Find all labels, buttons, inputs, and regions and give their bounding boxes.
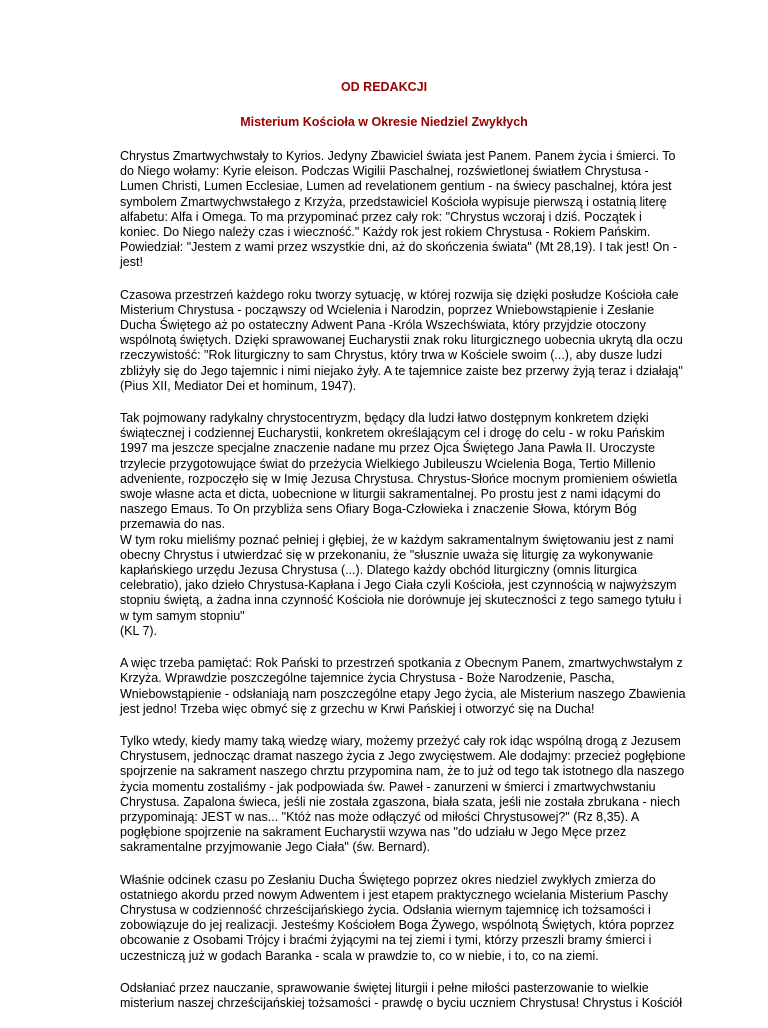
text-line: Właśnie odcinek czasu po Zesłaniu Ducha Świętego poprzez okres niedziel zwykłych zmierza do [120,872,656,887]
text-line: Powiedział: "Jestem z wami przez wszystkie dni, aż do skończenia świata" (Mt 28,19). I tak jest! On - [120,240,677,255]
text-line: misterium naszej chrześcijańskiej tożsamości - prawdę o byciu uczniem Chrystusa! Chrystus i Kościół [120,995,682,1010]
text-line: sakramentalne przyjmowanie Jego Ciała" (św. Bernard). [120,840,431,855]
text-line: Tak pojmowany radykalny chrystocentryzm, będący dla ludzi łatwo dostępnym konkretem dzięki [120,411,649,426]
text-line: kapłańskiego urzędu Jezusa Chrystusa (...). Dlatego każdy obchód liturgiczny (omnis liturgica [120,563,637,578]
text-line: ostatniego akordu przed nowym Adwentem i jest etapem praktycznego wcielania Misterium Paschy [120,887,669,902]
paragraph [120,149,677,271]
article-body [120,149,686,1028]
text-line: Chrystusa w codzienność chrześcijańskiego życia. Odsłania wiernym tajemnicę ich tożsamości i [120,902,651,917]
text-line: 1997 ma jeszcze specjalne znaczenie nadane mu przez Ojca Świętego Jana Pawła II. Uroczyste [120,441,656,456]
text-line: swoje własne acta et dicta, uobecnione w liturgii sakramentalnej. Po prostu jest z nami idącymi do [120,487,661,502]
text-line: Krzyża. Wprawdzie poszczególne tajemnice życia Chrystusa - Boże Narodzenie, Pascha, [120,671,615,686]
text-line: koniec. Do Niego należy czas i wieczność." Każdy rok jest rokiem Chrystusa - Rokiem Pańskim. [120,225,651,240]
text-line: W tym roku mieliśmy poznać pełniej i głębiej, że w każdym sakramentalnym świętowaniu jest z nami [120,532,674,547]
text-line: trzylecie przygotowujące świat do przeżycia Wielkiego Jubileuszu Wcielenia Boga, Tertio Millenio [120,456,656,471]
text-line: Chrystusa. Zapalona świeca, jeśli nie została zgaszona, biała szata, jeśli nie została zbrukana - niech [120,794,681,809]
text-line: celebratio), jako dzieło Chrystusa-Kapłana i Jego Ciała czyli Kościoła, jest czynnością w najwyższym [120,578,677,593]
text-line: spojrzenie na sakrament naszego chrztu przypomina nam, że to już od tego tak istotnego dla naszego [120,764,685,779]
text-line: do Niego wołamy: Kyrie eleison. Podczas Wigilii Paschalnej, rozświetlonej światłem Chrystusa - [120,164,649,179]
text-line: Czasowa przestrzeń każdego roku tworzy sytuację, w której rozwija się dzięki posłudze Kościoła całe [120,287,679,302]
text-line: Tylko wtedy, kiedy mamy taką wiedzę wiary, możemy przeżyć cały rok idąc wspólną drogą z Jezusem [120,733,681,748]
text-line: przypominają: JEST w nas... "Któż nas może odłączyć od miłości Chrystusowej?" (Rz 8,35). A [120,809,640,824]
text-line: Misterium Chrystusa - począwszy od Wcielenia i Narodzin, poprzez Wniebowstąpienie i Zesłanie [120,302,655,317]
text-line: Wniebowstąpienie - odsłaniają nam poszczególne etapy Jego życia, ale Misterium naszego Zbawienia [120,686,686,701]
text-line: wspólnotą świętych. Dzięki sprawowanej Eucharystii znak roku liturgicznego uobecnia ukrytą dla oczu [120,333,683,348]
text-line: (KL 7). [120,623,158,638]
article-title: Misterium Kościoła w Okresie Niedziel Zwykłych [240,115,528,129]
text-line: adveniente, rozpoczęło się w Imię Jezusa Chrystusa. Chrystus-Słońce mocnym promieniem oświetla [120,471,678,486]
paragraph [120,872,675,964]
text-line: jest! [120,255,143,270]
paragraph [120,287,683,394]
text-line: A więc trzeba pamiętać: Rok Pański to przestrzeń spotkania z Obecnym Panem, zmartwychwstałym z [120,656,683,671]
paragraph [120,656,686,717]
text-line: zbliżyły się do Jego tajemnic i nimi niejako żyły. A te tajemnice zaiste bez przerwy żyją teraz i działają" [120,363,683,378]
paragraph [120,980,682,1011]
text-line: symbolem Zmartwychwstałego z Krzyża, przedstawiciel Kościoła wypisuje pierwszą i ostatnią literę [120,194,667,209]
page-title: OD REDAKCJI [340,80,428,94]
text-line: uczestniczą już w godach Baranka - scala w prawdzie to, co w niebie, i to, co na ziemi. [120,948,599,963]
text-line: pogłębione spojrzenie na sakrament Eucharystii wzywa nas "do udziału w Jego Męce przez [120,825,627,840]
text-line: rzeczywistość: "Rok liturgiczny to sam Chrystus, który trwa w Kościele swoim (...), aby dusze ludzi [120,348,663,363]
text-line: jest jedno! Trzeba więc obmyć się z grzechu w Krwi Pańskiej i otworzyć się na Ducha! [120,701,595,716]
text-line: obecny Chrystus i utwierdzać się w przekonaniu, że "słusznie uważa się liturgię za wykonywanie [120,547,654,562]
text-line: przemawia do nas. [120,517,225,532]
text-line: Odsłaniać przez nauczanie, sprawowanie świętej liturgii i pełne miłości pasterzowanie to wielkie [120,980,649,995]
text-line: świątecznej i codziennej Eucharystii, konkretem określającym cel i drogę do celu - w roku Pańskim [120,426,665,441]
text-line: zobowiązuje do jej realizacji. Jesteśmy Kościołem Boga Żywego, wspólnotą Świętych, która poprzez [120,918,675,933]
text-line: stopniu świętą, a żadna inna czynność Kościoła nie dorównuje jej skuteczności z tego samego tytułu i [120,593,682,608]
text-line: Chrystusem, jednocząc dramat naszego życia z Jego zwycięstwem. Ale dodajmy: przecież pogłębione [120,749,686,764]
text-line: Ducha Świętego aż po ostateczny Adwent Pana -Króla Wszechświata, który przyjdzie otoczony [120,318,646,333]
text-line: alfabetu: Alfa i Omega. To ma przypominać przez cały rok: "Chrystus wczoraj i dziś. Początek i [120,209,642,224]
text-line: obcowanie z Osobami Trójcy i braćmi żyjącymi na tej ziemi i tymi, którzy przeszli bramy śmierci i [120,933,652,948]
text-line: Lumen Christi, Lumen Ecclesiae, Lumen ad revelationem gentium - na świecy paschalnej, która jest [120,179,672,194]
text-line: (Pius XII, Mediator Dei et hominum, 1947). [120,378,357,393]
paragraph [120,733,686,856]
text-line: w tym samym stopniu" [120,608,245,623]
text-line: naszego Emaus. To On przybliża sens Ofiary Boga-Człowieka i znaczenie Słowa, którym Bóg [120,502,637,517]
text-line: życia momentu zostaliśmy - jak podpowiada św. Paweł - zanurzeni w śmierci i zmartwychwstaniu [120,779,656,794]
text-line: Chrystus Zmartwychwstały to Kyrios. Jedyny Zbawiciel świata jest Panem. Panem życia i śmierci. To [120,149,676,163]
paragraph [120,411,682,639]
